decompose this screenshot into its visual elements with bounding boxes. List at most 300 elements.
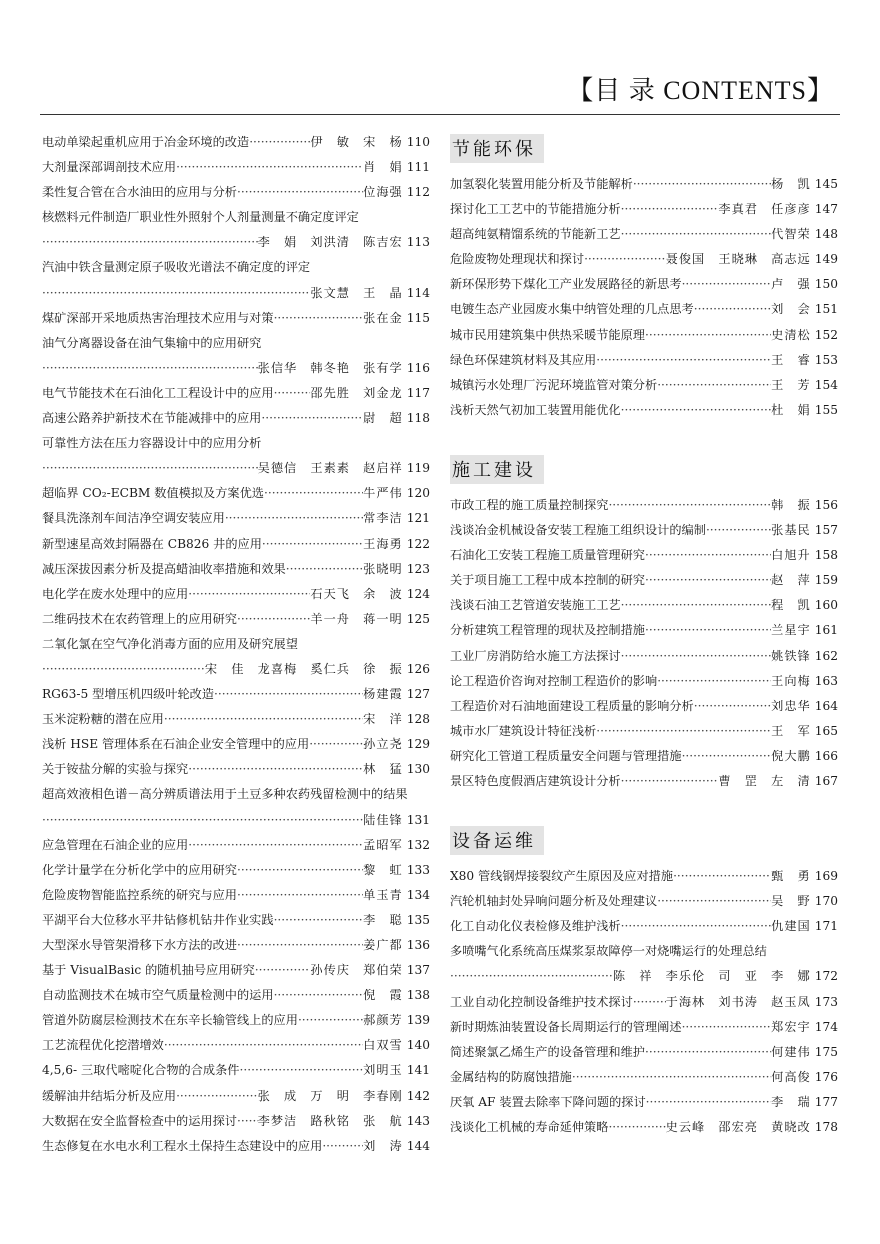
- toc-entry: [450, 247, 838, 272]
- leader-dots: [225, 506, 363, 531]
- entry-page: 133: [406, 862, 430, 877]
- leader-dots: [322, 1134, 363, 1159]
- leader-dots: [42, 657, 205, 682]
- entry-page: 178: [814, 1120, 838, 1134]
- leader-dots: [261, 406, 363, 431]
- entry-authors: 刘明玉: [363, 1063, 403, 1078]
- entry-title: 4,5,6- 三取代嘧啶化合物的合成条件: [42, 1063, 240, 1078]
- entry-page: 150: [814, 277, 838, 292]
- toc-entry: [42, 1058, 430, 1083]
- entry-page: 171: [814, 919, 838, 934]
- toc-entry: [42, 356, 430, 381]
- leader-dots: [673, 864, 771, 889]
- entry-authors: 韩 振: [771, 497, 811, 512]
- section-gap: [450, 423, 838, 451]
- entry-authors: 黎 虹: [363, 862, 403, 877]
- entry-authors: 曹 罡 左 清: [718, 773, 811, 788]
- entry-authors: 张文慧 王 晶: [310, 285, 403, 300]
- leader-dots: [237, 933, 363, 958]
- entry-authors: 王向梅: [771, 673, 811, 688]
- toc-entry: [450, 373, 838, 398]
- entry-page: 175: [814, 1044, 838, 1059]
- toc-entry: [42, 833, 430, 858]
- toc-entry: [450, 990, 838, 1015]
- entry-authors: 陈 祥 李乐伦 司 亚 李 娜: [612, 969, 811, 984]
- entry-title: 汽轮机轴封处异响问题分析及处理建议: [450, 894, 658, 909]
- entry-page: 128: [406, 712, 430, 727]
- leader-dots: [42, 356, 258, 381]
- entry-page: 116: [406, 360, 430, 375]
- leader-dots: [621, 769, 719, 794]
- entry-page: 176: [814, 1069, 838, 1084]
- entry-title: 工程造价对石油地面建设工程质量的影响分析: [450, 698, 694, 713]
- entry-title: 汽油中铁含量测定原子吸收光谱法不确定度的评定: [42, 260, 311, 275]
- entry-title: 新时期炼油装置设备长周期运行的管理阐述: [450, 1019, 682, 1034]
- entry-page: 121: [406, 511, 430, 526]
- leader-dots: [682, 1015, 772, 1040]
- toc-entry: [42, 958, 430, 983]
- entry-authors: 宋 佳 龙喜梅 奚仁兵 徐 振: [204, 661, 403, 676]
- entry-page: 157: [814, 523, 838, 538]
- leader-dots: [645, 1040, 771, 1065]
- entry-title: 论工程造价咨询对控制工程造价的影响: [450, 673, 658, 688]
- entry-title: 二维码技术在农药管理上的应用研究: [42, 611, 237, 626]
- leader-dots: [237, 607, 310, 632]
- leader-dots: [237, 858, 363, 883]
- entry-title: 加氢裂化装置用能分析及节能解析: [450, 177, 633, 191]
- entry-title: 超高纯氨精馏系统的节能新工艺: [450, 227, 621, 242]
- toc-entry: [450, 1090, 838, 1115]
- entry-page: 162: [814, 648, 838, 663]
- toc-entry: [450, 272, 838, 297]
- entry-authors: 张信华 韩冬艳 张有学: [257, 360, 403, 375]
- toc-entry: [42, 255, 430, 280]
- entry-authors: 程 凯: [771, 598, 811, 613]
- entry-authors: 位海强: [363, 185, 403, 200]
- entry-authors: 甄 勇: [771, 869, 811, 884]
- section-gap: [450, 794, 838, 822]
- entry-authors: 何高俊: [771, 1069, 811, 1084]
- entry-page: 177: [814, 1094, 838, 1109]
- entry-title: 大型深水导管架滑移下水方法的改进: [42, 938, 237, 952]
- entry-title: X80 管线钢焊接裂纹产生原因及应对措施: [450, 869, 674, 884]
- leader-dots: [645, 543, 771, 568]
- entry-authors: 杨 凯: [771, 177, 811, 191]
- toc-entry: [450, 864, 838, 889]
- leader-dots: [450, 964, 613, 989]
- entry-title: 工业自动化控制设备维护技术探讨: [450, 994, 633, 1009]
- toc-entry: [42, 230, 430, 255]
- entry-authors: 赵 萍: [771, 573, 811, 588]
- leader-dots: [645, 568, 771, 593]
- entry-page: 118: [406, 411, 430, 426]
- leader-dots: [621, 222, 772, 247]
- entry-authors: 肖 娟: [363, 160, 403, 175]
- entry-authors: 李 娟 刘洪清 陈吉宏: [257, 235, 403, 250]
- toc-entry: [42, 757, 430, 782]
- entry-title: 大剂量深部调剖技术应用: [42, 160, 177, 175]
- entry-title: 关于铵盐分解的实验与探究: [42, 762, 189, 777]
- leader-dots: [176, 155, 363, 180]
- entry-page: 123: [406, 561, 430, 576]
- toc-entry: [42, 281, 430, 306]
- entry-page: 143: [406, 1113, 430, 1128]
- entry-title: 探讨化工工艺中的节能措施分析: [450, 202, 621, 217]
- toc-entry: [42, 607, 430, 632]
- entry-authors: 杜 娟: [771, 402, 811, 417]
- leader-dots: [657, 889, 771, 914]
- entry-authors: 伊 敏 宋 杨: [310, 135, 403, 149]
- entry-page: 148: [814, 227, 838, 242]
- entry-page: 141: [406, 1063, 430, 1078]
- entry-page: 119: [406, 461, 430, 476]
- leader-dots: [164, 1033, 363, 1058]
- leader-dots: [274, 908, 364, 933]
- entry-page: 110: [406, 135, 430, 149]
- entry-authors: 史清松: [771, 327, 811, 342]
- leader-dots: [188, 582, 310, 607]
- toc-entry: [450, 398, 838, 423]
- entry-title: 景区特色度假酒店建筑设计分析: [450, 773, 621, 788]
- entry-title: 电动单梁起重机应用于冶金环境的改造: [42, 135, 250, 149]
- entry-authors: 刘 涛: [363, 1138, 403, 1153]
- entry-authors: 史云峰 邵宏亮 黄晓改: [665, 1120, 811, 1134]
- entry-authors: 刘 会: [771, 302, 811, 317]
- entry-title: 新环保形势下煤化工产业发展路径的新思考: [450, 277, 682, 292]
- section-title: 施工建设: [450, 455, 544, 484]
- toc-entry: [450, 222, 838, 247]
- toc-entry: [450, 493, 838, 518]
- toc-entry: [42, 155, 430, 180]
- toc-entry: [450, 964, 838, 989]
- entry-authors: 孙立尧: [363, 737, 403, 752]
- leader-dots: [596, 719, 771, 744]
- toc-entry: [450, 889, 838, 914]
- leader-dots: [188, 757, 363, 782]
- toc-entry: [42, 205, 430, 230]
- entry-page: 137: [406, 963, 430, 978]
- entry-authors: 倪大鹏: [771, 748, 811, 763]
- toc-entry: [42, 130, 430, 155]
- entry-page: 147: [814, 202, 838, 217]
- toc-entry: [42, 406, 430, 431]
- entry-authors: 李 瑞: [771, 1094, 811, 1109]
- entry-authors: 郝颜芳: [363, 1013, 403, 1028]
- entry-page: 170: [814, 894, 838, 909]
- toc-entry: [42, 808, 430, 833]
- toc-entry: [450, 744, 838, 769]
- entry-title: 分析建筑工程管理的现状及控制措施: [450, 623, 645, 638]
- entry-title: 多喷嘴气化系统高压煤浆泵故障停一对烧嘴运行的处理总结: [450, 944, 767, 959]
- entry-title: 城市水厂建筑设计特征浅析: [450, 723, 597, 738]
- entry-title: 油气分离器设备在油气集输中的应用研究: [42, 335, 262, 350]
- toc-entry: [450, 1040, 838, 1065]
- toc-entry: [42, 1008, 430, 1033]
- leader-dots: [706, 518, 771, 543]
- leader-dots: [657, 373, 771, 398]
- entry-page: 114: [406, 285, 430, 300]
- entry-page: 165: [814, 723, 838, 738]
- entry-page: 132: [406, 837, 430, 852]
- leader-dots: [274, 306, 364, 331]
- leader-dots: [42, 808, 363, 833]
- toc-entry: [42, 557, 430, 582]
- entry-title: 工艺流程优化挖潜增效: [42, 1038, 164, 1053]
- entry-title: 电镀生态产业园废水集中纳管处理的几点思考: [450, 302, 694, 317]
- entry-authors: 聂俊国 王晓琳 高志远: [665, 252, 811, 267]
- entry-title: 基于 VisualBasic 的随机抽号应用研究: [42, 963, 255, 978]
- entry-page: 142: [406, 1088, 430, 1103]
- entry-title: 管道外防腐层检测技术在东辛长输管线上的应用: [42, 1013, 298, 1028]
- entry-page: 144: [406, 1138, 430, 1153]
- leader-dots: [42, 456, 258, 481]
- entry-title: 简述聚氯乙烯生产的设备管理和维护: [450, 1044, 645, 1059]
- toc-entry: [42, 883, 430, 908]
- entry-authors: 邵先胜 刘金龙: [310, 385, 403, 400]
- toc-entry: [42, 983, 430, 1008]
- entry-authors: 孙传庆 郑伯荣: [310, 963, 403, 978]
- entry-title: 核燃料元件制造厂职业性外照射个人剂量测量不确定度评定: [42, 210, 359, 225]
- entry-authors: 张晓明: [363, 561, 403, 576]
- leader-dots: [309, 732, 363, 757]
- leader-dots: [164, 707, 363, 732]
- leader-dots: [262, 532, 363, 557]
- entry-page: 173: [814, 994, 838, 1009]
- entry-page: 113: [406, 235, 430, 250]
- toc-entry: [42, 381, 430, 406]
- entry-authors: 张在金: [363, 310, 403, 325]
- entry-page: 111: [406, 160, 430, 175]
- entry-page: 158: [814, 548, 838, 563]
- toc-entry: [450, 1065, 838, 1090]
- entry-title: RG63-5 型增压机四级叶轮改造: [42, 687, 215, 702]
- entry-authors: 李真君 任彦彦: [718, 202, 811, 217]
- entry-authors: 王海勇: [363, 536, 403, 551]
- leader-dots: [621, 914, 772, 939]
- leader-dots: [657, 669, 771, 694]
- entry-page: 160: [814, 598, 838, 613]
- leader-dots: [255, 958, 311, 983]
- entry-authors: 卢 强: [771, 277, 811, 292]
- entry-title: 玉米淀粉糖的潜在应用: [42, 712, 164, 727]
- leader-dots: [249, 130, 310, 155]
- toc-entry: [450, 172, 838, 197]
- entry-title: 浅谈石油工艺管道安装施工工艺: [450, 598, 621, 613]
- entry-page: 169: [814, 869, 838, 884]
- entry-authors: 石天飞 余 波: [310, 586, 403, 601]
- entry-authors: 代智荣: [771, 227, 811, 242]
- entry-title: 绿色环保建筑材料及其应用: [450, 352, 597, 367]
- entry-title: 生态修复在水电水利工程水土保持生态建设中的应用: [42, 1138, 323, 1153]
- entry-page: 149: [814, 252, 838, 267]
- entry-title: 浅谈化工机械的寿命延伸策略: [450, 1120, 609, 1134]
- toc-entry: [42, 908, 430, 933]
- entry-authors: 于海林 刘书涛 赵玉凤: [665, 994, 811, 1009]
- entry-page: 126: [406, 661, 430, 676]
- toc-entry: [450, 518, 838, 543]
- entry-authors: 李梦洁 路秋铭 张 航: [257, 1113, 403, 1128]
- entry-title: 市政工程的施工质量控制探究: [450, 497, 609, 512]
- entry-page: 134: [406, 887, 430, 902]
- entry-title: 应急管理在石油企业的应用: [42, 837, 189, 852]
- entry-authors: 李 聪: [363, 912, 403, 927]
- entry-title: 化学计量学在分析化学中的应用研究: [42, 862, 237, 877]
- leader-dots: [694, 694, 771, 719]
- entry-title: 超临界 CO₂-ECBM 数值模拟及方案优选: [42, 486, 264, 501]
- entry-page: 154: [814, 377, 838, 392]
- entry-authors: 张基民: [771, 523, 811, 538]
- toc-left-column: [42, 130, 430, 1159]
- leader-dots: [188, 833, 363, 858]
- toc-entry: [42, 1134, 430, 1159]
- toc-entry: [42, 306, 430, 331]
- toc-entry: [42, 858, 430, 883]
- leader-dots: [584, 247, 666, 272]
- toc-entry: [450, 914, 838, 939]
- entry-page: 172: [814, 969, 838, 984]
- leader-dots: [274, 381, 311, 406]
- toc-entry: [42, 582, 430, 607]
- toc-entry: [42, 707, 430, 732]
- entry-page: 159: [814, 573, 838, 588]
- entry-page: 135: [406, 912, 430, 927]
- entry-page: 125: [406, 611, 430, 626]
- toc-entry: [450, 719, 838, 744]
- entry-title: 柔性复合管在合水油田的应用与分析: [42, 185, 237, 200]
- entry-page: 138: [406, 988, 430, 1003]
- entry-title: 新型速星高效封隔器在 CB826 井的应用: [42, 536, 262, 551]
- leader-dots: [239, 1058, 363, 1083]
- leader-dots: [646, 1090, 772, 1115]
- leader-dots: [645, 323, 771, 348]
- leader-dots: [621, 398, 772, 423]
- entry-authors: 仇建国: [771, 919, 811, 934]
- leader-dots: [633, 990, 666, 1015]
- entry-authors: 倪 霞: [363, 988, 403, 1003]
- toc-entry: [450, 543, 838, 568]
- leader-dots: [608, 493, 771, 518]
- leader-dots: [645, 618, 771, 643]
- toc-entry: [42, 532, 430, 557]
- toc-entry: [450, 197, 838, 222]
- leader-dots: [694, 297, 771, 322]
- entry-page: 136: [406, 938, 430, 952]
- entry-page: 174: [814, 1019, 838, 1034]
- toc-entry: [450, 593, 838, 618]
- entry-title: 超高效液相色谱－高分辨质谱法用于土豆多种农药残留检测中的结果: [42, 787, 408, 802]
- entry-authors: 单玉青: [363, 887, 403, 902]
- toc-entry: [42, 933, 430, 958]
- leader-dots: [237, 883, 363, 908]
- entry-title: 浅析 HSE 管理体系在石油企业安全管理中的应用: [42, 737, 310, 752]
- entry-title: 缓解油井结垢分析及应用: [42, 1088, 177, 1103]
- toc-entry: [42, 431, 430, 456]
- entry-authors: 兰星宇: [771, 623, 811, 638]
- entry-authors: 王 芳: [771, 377, 811, 392]
- entry-page: 140: [406, 1038, 430, 1053]
- entry-title: 电气节能技术在石油化工工程设计中的应用: [42, 385, 274, 400]
- toc-entry: [450, 939, 838, 964]
- toc-entry: [42, 180, 430, 205]
- entry-authors: 陆佳锋: [363, 812, 403, 827]
- entry-page: 155: [814, 402, 838, 417]
- entry-authors: 尉 超: [363, 411, 403, 426]
- toc-entry: [450, 644, 838, 669]
- entry-page: 127: [406, 687, 430, 702]
- toc-entry: [450, 694, 838, 719]
- leader-dots: [274, 983, 364, 1008]
- section-title: 设备运维: [450, 826, 544, 855]
- leader-dots: [286, 557, 363, 582]
- entry-page: 152: [814, 327, 838, 342]
- entry-page: 167: [814, 773, 838, 788]
- entry-authors: 孟昭军: [363, 837, 403, 852]
- toc-entry: [450, 323, 838, 348]
- leader-dots: [298, 1008, 363, 1033]
- toc-right-column: [450, 130, 838, 1140]
- entry-page: 166: [814, 748, 838, 763]
- entry-page: 130: [406, 762, 430, 777]
- entry-title: 高速公路养护新技术在节能减排中的应用: [42, 411, 262, 426]
- entry-title: 工业厂房消防给水施工方法探讨: [450, 648, 621, 663]
- leader-dots: [214, 682, 363, 707]
- entry-authors: 何建伟: [771, 1044, 811, 1059]
- entry-title: 金属结构的防腐蚀措施: [450, 1069, 572, 1084]
- leader-dots: [176, 1084, 258, 1109]
- toc-entry: [450, 297, 838, 322]
- entry-title: 电化学在废水处理中的应用: [42, 586, 189, 601]
- toc-entry: [450, 348, 838, 373]
- leader-dots: [596, 348, 771, 373]
- entry-page: 163: [814, 673, 838, 688]
- entry-page: 120: [406, 486, 430, 501]
- leader-dots: [42, 281, 310, 306]
- entry-page: 129: [406, 737, 430, 752]
- contents-title: 【目 录 CONTENTS】: [567, 76, 834, 105]
- toc-entry: [450, 1115, 838, 1140]
- leader-dots: [682, 744, 772, 769]
- section-heading: [450, 134, 838, 172]
- entry-authors: 羊一舟 蒋一明: [310, 611, 403, 626]
- entry-page: 153: [814, 352, 838, 367]
- entry-title: 关于项目施工工程中成本控制的研究: [450, 573, 645, 588]
- entry-page: 164: [814, 698, 838, 713]
- page-header: [40, 70, 840, 115]
- toc-entry: [42, 682, 430, 707]
- toc-entry: [42, 1084, 430, 1109]
- toc-entry: [42, 456, 430, 481]
- entry-title: 危险废物处理现状和探讨: [450, 252, 585, 267]
- entry-title: 浅析天然气初加工装置用能优化: [450, 402, 621, 417]
- entry-title: 餐具洗涤剂车间洁净空调安装应用: [42, 511, 225, 526]
- entry-page: 156: [814, 497, 838, 512]
- entry-authors: 林 猛: [363, 762, 403, 777]
- toc-entry: [450, 769, 838, 794]
- entry-title: 厌氧 AF 装置去除率下降问题的探讨: [450, 1094, 646, 1109]
- leader-dots: [682, 272, 772, 297]
- entry-page: 131: [406, 812, 430, 827]
- entry-authors: 姚铁锋: [771, 648, 811, 663]
- entry-authors: 王 军: [771, 723, 811, 738]
- section-heading: [450, 455, 838, 493]
- entry-title: 平湖平台大位移水平井钻修机钻井作业实践: [42, 912, 274, 927]
- toc-entry: [42, 1033, 430, 1058]
- toc-entry: [42, 331, 430, 356]
- entry-page: 124: [406, 586, 430, 601]
- entry-title: 研究化工管道工程质量安全问题与管理措施: [450, 748, 682, 763]
- entry-title: 城镇污水处理厂污泥环境监管对策分析: [450, 377, 658, 392]
- leader-dots: [608, 1115, 665, 1140]
